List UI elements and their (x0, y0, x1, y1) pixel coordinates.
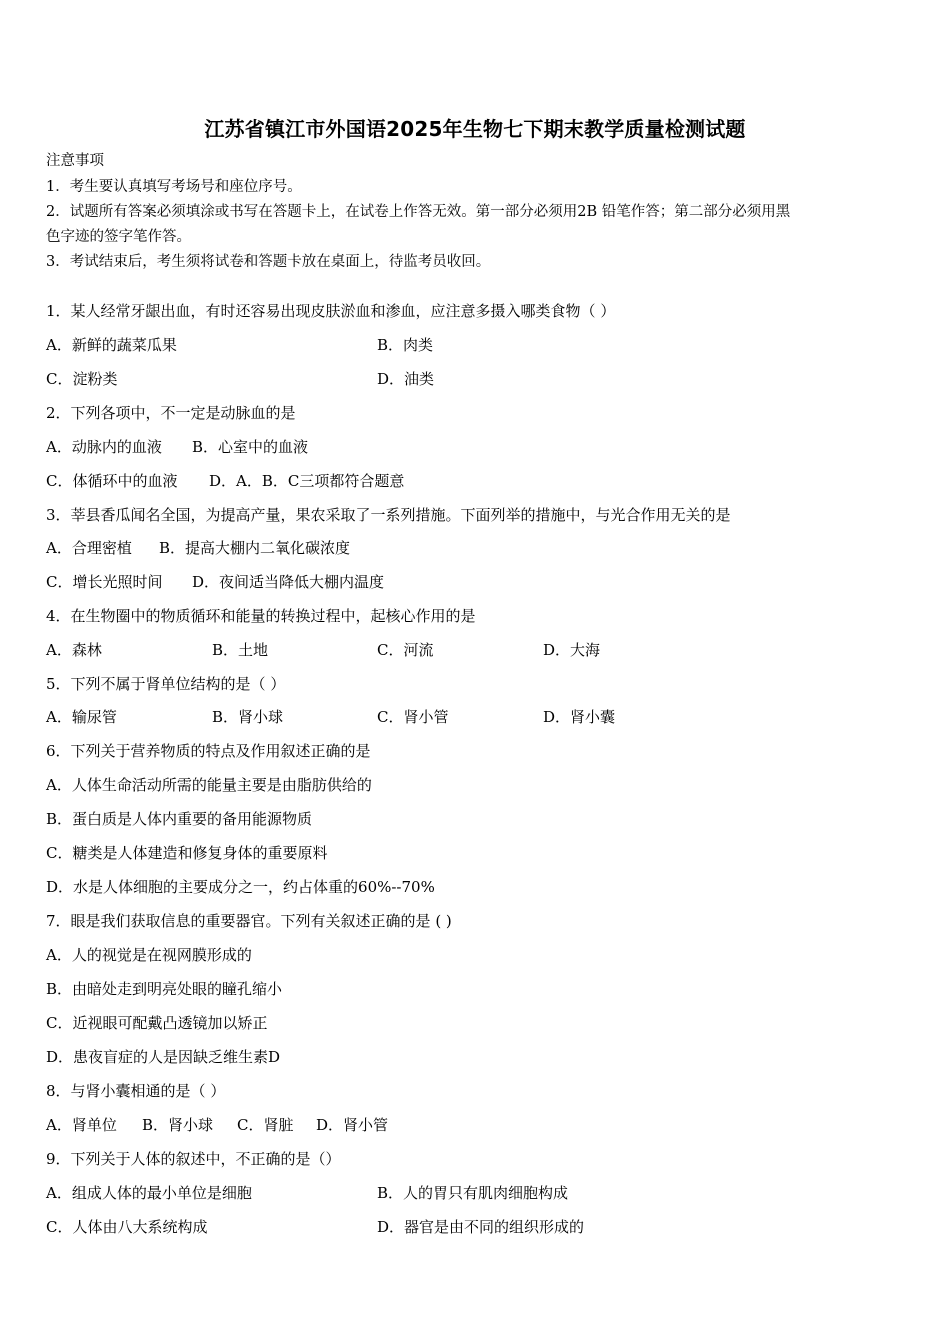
question-stem: 7．眼是我们获取信息的重要器官。下列有关叙述正确的是 ( ) (46, 912, 452, 930)
option-c: C．河流 (377, 641, 434, 659)
option-d: D．肾小管 (316, 1116, 389, 1134)
question-stem: 1．某人经常牙龈出血，有时还容易出现皮肤淤血和渗血，应注意多摄入哪类食物（ ） (46, 302, 616, 320)
option-a: A．森林 (46, 641, 102, 659)
option-d: D．大海 (543, 641, 601, 659)
question-stem: 3．莘县香瓜闻名全国，为提高产量，果农采取了一系列措施。下面列举的措施中，与光合作用无关的是 (46, 506, 731, 524)
option-b: B．心室中的血液 (192, 438, 309, 456)
option-c: C．体循环中的血液 (46, 472, 178, 490)
option-b: B．土地 (212, 641, 269, 659)
option-c: C．糖类是人体建造和修复身体的重要原料 (46, 844, 328, 862)
question-stem: 2．下列各项中，不一定是动脉血的是 (46, 404, 296, 422)
option-b: B．提高大棚内二氧化碳浓度 (159, 539, 351, 557)
option-b: B．由暗处走到明亮处眼的瞳孔缩小 (46, 980, 283, 998)
question-stem: 8．与肾小囊相通的是（ ） (46, 1082, 226, 1100)
option-d: D．肾小囊 (543, 708, 616, 726)
option-b: B．肾小球 (142, 1116, 214, 1134)
option-a: A．新鲜的蔬菜瓜果 (46, 336, 177, 354)
option-a: A．输尿管 (46, 708, 117, 726)
notice-item: 色字迹的签字笔作答。 (46, 229, 191, 245)
option-b: B．肉类 (377, 336, 434, 354)
question-stem: 4．在生物圈中的物质循环和能量的转换过程中，起核心作用的是 (46, 607, 476, 625)
option-d: D．器官是由不同的组织形成的 (377, 1218, 585, 1236)
question-stem: 5．下列不属于肾单位结构的是（ ） (46, 675, 286, 693)
option-c: C．肾小管 (377, 708, 449, 726)
option-b: B．人的胃只有肌肉细胞构成 (377, 1184, 569, 1202)
option-c: C．淀粉类 (46, 370, 118, 388)
option-a: A．人的视觉是在视网膜形成的 (46, 946, 252, 964)
option-d: D．夜间适当降低大棚内温度 (192, 573, 385, 591)
option-c: C．增长光照时间 (46, 573, 163, 591)
option-b: B．蛋白质是人体内重要的备用能源物质 (46, 810, 313, 828)
option-a: A．合理密植 (46, 539, 132, 557)
notice-item: 3．考试结束后，考生须将试卷和答题卡放在桌面上，待监考员收回。 (46, 254, 491, 270)
option-a: A．人体生命活动所需的能量主要是由脂肪供给的 (46, 776, 372, 794)
option-a: A．组成人体的最小单位是细胞 (46, 1184, 252, 1202)
option-d: D．水是人体细胞的主要成分之一，约占体重的60%--70% (46, 878, 435, 896)
question-stem: 9．下列关于人体的叙述中，不正确的是（） (46, 1150, 341, 1168)
option-c: C．肾脏 (237, 1116, 294, 1134)
notice-heading: 注意事项 (46, 153, 104, 169)
option-b: B．肾小球 (212, 708, 284, 726)
notice-item: 1．考生要认真填写考场号和座位序号。 (46, 179, 302, 195)
option-d: D．油类 (377, 370, 435, 388)
question-stem: 6．下列关于营养物质的特点及作用叙述正确的是 (46, 742, 371, 760)
notice-item: 2．试题所有答案必须填涂或书写在答题卡上，在试卷上作答无效。第一部分必须用2B 铅笔作答；第二部分必须用黑 (46, 204, 791, 220)
option-c: C．人体由八大系统构成 (46, 1218, 208, 1236)
option-d: D．A．B．C三项都符合题意 (209, 472, 405, 490)
option-a: A．动脉内的血液 (46, 438, 162, 456)
page-title: 江苏省镇江市外国语2025年生物七下期末教学质量检测试题 (204, 117, 746, 141)
option-c: C．近视眼可配戴凸透镜加以矫正 (46, 1014, 268, 1032)
option-d: D．患夜盲症的人是因缺乏维生素D (46, 1048, 281, 1066)
option-a: A．肾单位 (46, 1116, 117, 1134)
